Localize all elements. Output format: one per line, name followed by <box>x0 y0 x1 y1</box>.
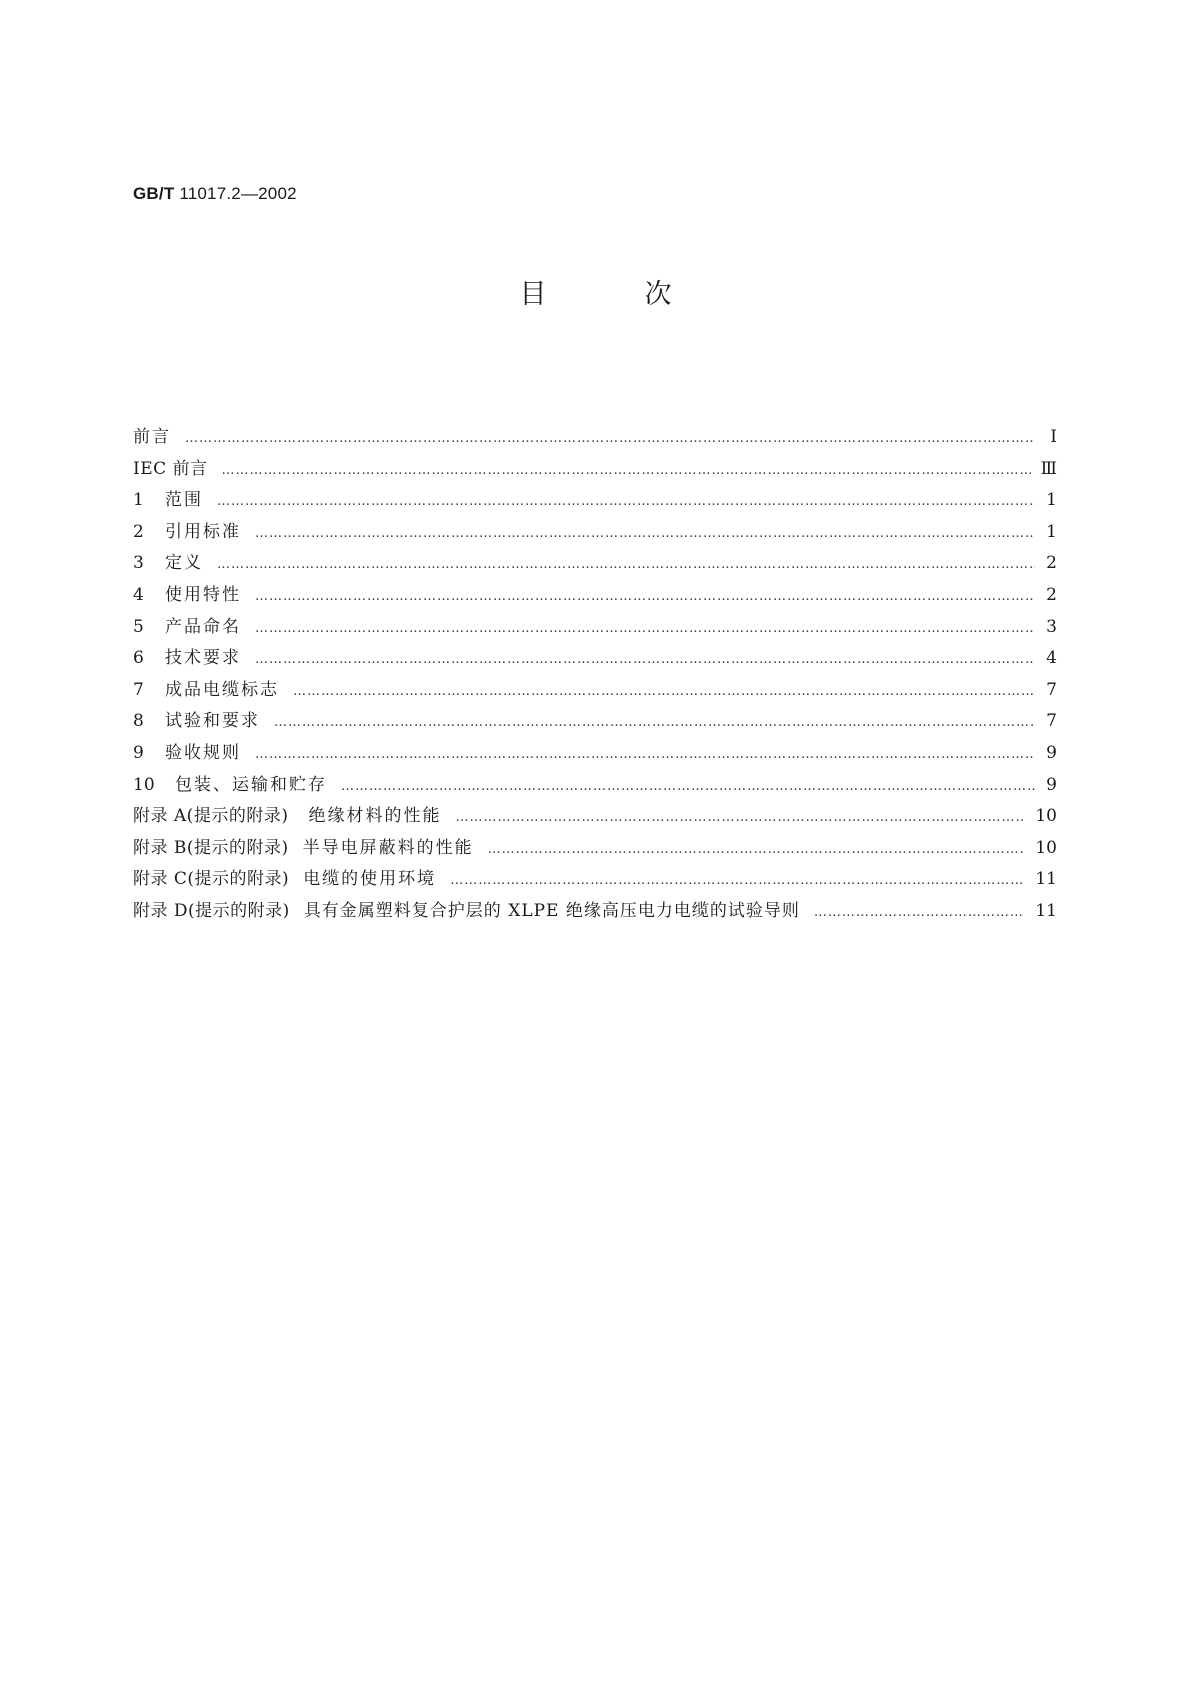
toc-entry-5[interactable] <box>133 612 1057 644</box>
toc-entry-page: 4 <box>1046 648 1057 669</box>
toc-entry-page: 2 <box>1046 584 1057 605</box>
toc-entry-page: 9 <box>1046 774 1057 795</box>
toc-entry-page: 3 <box>1046 616 1057 637</box>
toc-entry-foreword[interactable] <box>133 422 1057 454</box>
leader-dots <box>488 842 1026 857</box>
toc-entry-appendix-b[interactable] <box>133 833 1057 865</box>
toc-entry-page: 1 <box>1046 490 1057 511</box>
appendix-prefix: 附录 D(提示的附录) <box>133 900 290 921</box>
title-char-1: 目 <box>519 279 547 310</box>
toc-entry-number: 9 <box>133 742 144 763</box>
toc-entry-label: 电缆的使用环境 <box>303 869 437 890</box>
toc-entry-appendix-c[interactable] <box>133 864 1057 896</box>
toc-entry-number: 10 <box>133 774 155 795</box>
toc-entry-page: 2 <box>1046 553 1057 574</box>
toc-entry-label: 包装、运输和贮存 <box>175 774 327 795</box>
toc-entry-label: IEC 前言 <box>133 458 208 479</box>
toc-entry-page: 9 <box>1046 742 1057 763</box>
toc-entry-1[interactable] <box>133 485 1057 517</box>
appendix-prefix: 附录 B(提示的附录) <box>133 837 289 858</box>
toc-entry-number: 1 <box>133 490 144 511</box>
appendix-prefix: 附录 A(提示的附录) <box>133 806 289 827</box>
toc-entry-label: 半导电屏蔽料的性能 <box>302 837 474 858</box>
toc-entry-8[interactable] <box>133 706 1057 738</box>
toc-entry-label: 成品电缆标志 <box>165 679 279 700</box>
toc-entry-appendix-d[interactable] <box>133 896 1057 928</box>
standard-code <box>133 184 297 204</box>
title-char-2: 次 <box>644 279 672 310</box>
leader-dots <box>217 494 1035 509</box>
leader-dots <box>255 589 1035 604</box>
leader-dots <box>814 905 1026 920</box>
toc-entry-iec-foreword[interactable] <box>133 454 1057 486</box>
leader-dots <box>455 810 1025 825</box>
toc-entry-label: 使用特性 <box>165 584 241 605</box>
toc-entry-6[interactable] <box>133 643 1057 675</box>
toc-entry-label: 产品命名 <box>165 616 241 637</box>
toc-entry-9[interactable] <box>133 738 1057 770</box>
toc-entry-page: Ⅲ <box>1040 458 1057 479</box>
leader-dots <box>341 779 1035 794</box>
toc-entry-label: 定义 <box>165 553 203 574</box>
leader-dots <box>255 747 1035 762</box>
toc-entry-label: 绝缘材料的性能 <box>308 806 442 827</box>
toc-entry-number: 7 <box>133 679 144 700</box>
toc-entry-page: 11 <box>1035 900 1057 921</box>
toc-entry-page: 7 <box>1046 711 1057 732</box>
leader-dots <box>185 431 1035 446</box>
toc-entry-page: 11 <box>1035 869 1057 890</box>
leader-dots <box>255 621 1035 636</box>
toc-entry-number: 6 <box>133 648 144 669</box>
toc-entry-label: 技术要求 <box>165 648 241 669</box>
toc-entry-10[interactable] <box>133 770 1057 802</box>
leader-dots <box>255 526 1035 541</box>
page-title <box>0 272 1191 311</box>
toc-entry-page: 10 <box>1035 837 1057 858</box>
leader-dots <box>274 715 1035 730</box>
leader-dots <box>450 873 1025 888</box>
table-of-contents <box>133 422 1057 928</box>
toc-entry-page: 7 <box>1046 679 1057 700</box>
toc-entry-2[interactable] <box>133 517 1057 549</box>
toc-entry-4[interactable] <box>133 580 1057 612</box>
toc-entry-page: 10 <box>1035 806 1057 827</box>
toc-entry-number: 5 <box>133 616 144 637</box>
toc-entry-label: 范围 <box>165 490 203 511</box>
toc-entry-label: 试验和要求 <box>165 711 260 732</box>
toc-entry-label: 验收规则 <box>165 742 241 763</box>
toc-entry-number: 3 <box>133 553 144 574</box>
toc-entry-number: 8 <box>133 711 144 732</box>
appendix-prefix: 附录 C(提示的附录) <box>133 869 290 890</box>
toc-entry-7[interactable] <box>133 675 1057 707</box>
toc-entry-label: 引用标准 <box>165 521 241 542</box>
toc-entry-number: 4 <box>133 584 144 605</box>
leader-dots <box>222 463 1031 478</box>
standard-number: 11017.2—2002 <box>179 184 297 203</box>
toc-entry-number: 2 <box>133 521 144 542</box>
toc-entry-page: 1 <box>1046 521 1057 542</box>
leader-dots <box>217 557 1035 572</box>
toc-entry-label: 具有金属塑料复合护层的 XLPE 绝缘高压电力电缆的试验导则 <box>303 900 800 921</box>
toc-entry-3[interactable] <box>133 548 1057 580</box>
toc-entry-page: Ⅰ <box>1050 427 1057 447</box>
leader-dots <box>255 652 1035 667</box>
toc-entry-label: 前言 <box>133 427 171 447</box>
standard-prefix: GB/T <box>133 184 175 203</box>
leader-dots <box>293 684 1035 699</box>
toc-entry-appendix-a[interactable] <box>133 801 1057 833</box>
